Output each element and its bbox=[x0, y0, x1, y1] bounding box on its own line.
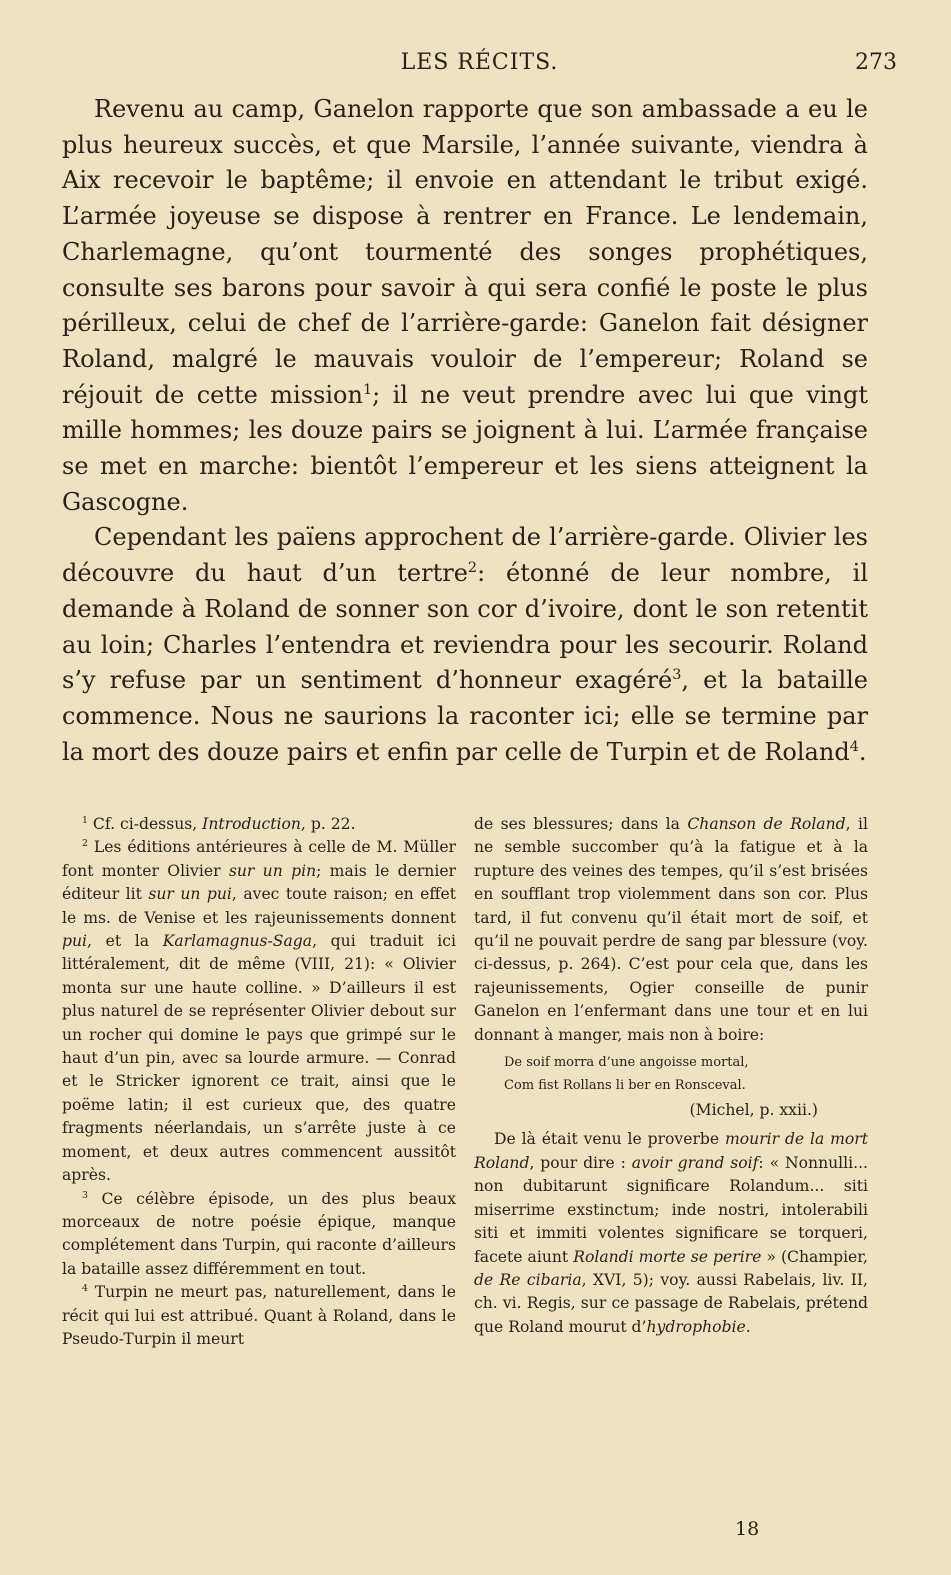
page-number: 273 bbox=[855, 50, 897, 75]
paragraph-1: Revenu au camp, Ganelon rapporte que son ambassade a eu le plus heureux succès, et que Marsile, l’année suivante, viendra à Aix recevoir le baptême; il envoie en attendant le tribut exigé. L’armée joyeuse se dispose à rentrer en France. Le lendemain, Charlemagne, qu’ont tourmenté des songes prophétiques, consulte ses barons pour savoir à qui sera confié le poste le plus périlleux, celui de chef de l’arrière-garde: Ganelon fait désigner Roland, malgré le mauvais vouloir de l’empereur; Roland se réjouit de cette mission$^1$; il ne veut prendre avec lui que vingt mille hommes; les douze pairs se joignent à lui. L’armée française se met en marche: bientôt l’empereur et les siens atteignent la Gascogne. bbox=[62, 95, 868, 516]
footnote-ref-2: 2 bbox=[467, 560, 478, 577]
verse-line-2: Com fist Rollans li ber en Ronsceval. bbox=[504, 1078, 746, 1094]
verse-line-1: De soif morra d’une angoisse mortal, bbox=[504, 1055, 749, 1071]
signature-mark: 18 bbox=[735, 1518, 760, 1540]
footnote-ref-3: 3 bbox=[672, 667, 682, 684]
footnote-ref-1: 1 bbox=[362, 381, 373, 398]
footnote-1: $^1$ Cf. ci-dessus, Introduction, p. 22. bbox=[82, 814, 356, 833]
footnotes-right-column bbox=[474, 813, 868, 1351]
verse-citation: (Michel, p. xxii.) bbox=[689, 1101, 818, 1120]
main-text bbox=[62, 92, 868, 770]
footnotes-left-column bbox=[62, 813, 456, 1351]
footnote-4-proverb: De là était venu le proverbe mourir de la mort Roland, pour dire : avoir grand soif: « Nonnulli... non dubitarunt significare Rolandum... siti miserrime exstinctum; inde nostri, intolerabili siti et immiti volentes significare se torqueri, facete aiunt Rolandi morte se perire » (Champier, de Re cibaria, XVI, 5); voy. aussi Rabelais, liv. II, ch. vi. Regis, sur ce passage de Rabelais, prétend que Roland mourut d’hydrophobie. bbox=[474, 1130, 869, 1336]
paragraph-2: Cependant les païens approchent de l’arrière-garde. Olivier les découvre du haut d’un tertre$^2$: étonné de leur nombre, il demande à Roland de sonner son cor d’ivoire, dont le son retentit au loin; Charles l’entendra et reviendra pour les secourir. Roland s’y refuse par un sentiment d’honneur exagéré$^3$, et la bataille commence. Nous ne saurions la raconter ici; elle se termine par la mort des douze pairs et enfin par celle de Turpin et de Roland$^4$. bbox=[62, 523, 869, 766]
footnote-4: $^4$ Turpin ne meurt pas, naturellement, dans le récit qui lui est attribué. Quant à Roland, dans le Pseudo-Turpin il meurt bbox=[62, 1282, 456, 1348]
running-title: LES RÉCITS. bbox=[400, 50, 559, 75]
footnotes bbox=[62, 813, 868, 1351]
running-header bbox=[62, 50, 897, 84]
footnote-3: $^3$ Ce célèbre épisode, un des plus beaux morceaux de notre poésie épique, manque complétement dans Turpin, qui raconte d’ailleurs la bataille assez différemment en tout. bbox=[62, 1189, 456, 1278]
footnote-2: $^2$ Les éditions antérieures à celle de M. Müller font monter Olivier sur un pin; mais le dernier éditeur lit sur un pui, avec toute raison; en effet le ms. de Venise et les rajeunissements donnent pui, et la Karlamagnus-Saga, qui traduit ici littéralement, dit de même (VIII, 21): « Olivier monta sur une haute colline. » D’ailleurs il est plus naturel de se représenter Olivier debout sur un rocher qui domine le pays que grimpé sur le haut d’un pin, avec sa lourde armure. — Conrad et le Stricker ignorent ce trait, ainsi que le poëme latin; il est curieux que, des quatre fragments néerlandais, un s’arrête juste à ce moment, et deux autres commencent aussitôt après. bbox=[62, 838, 457, 1185]
footnote-ref-4: 4 bbox=[849, 738, 859, 755]
footnote-4-continued: de ses blessures; dans la Chanson de Roland, il ne semble succomber qu’à la fatigue et à la rupture des veines des tempes, qu’il s’est brisées en soufflant trop violemment dans son cor. Plus tard, il fut convenu qu’il était mort de soif, et qu’il ne pouvait perdre de sang par blessure (voy. ci-dessus, p. 264). C’est pour cela que, dans les rajeunissements, Ogier conseille de punir Ganelon en l’enfermant dans une tour et en lui donnant à manger, mais non à boire: bbox=[474, 815, 868, 1044]
